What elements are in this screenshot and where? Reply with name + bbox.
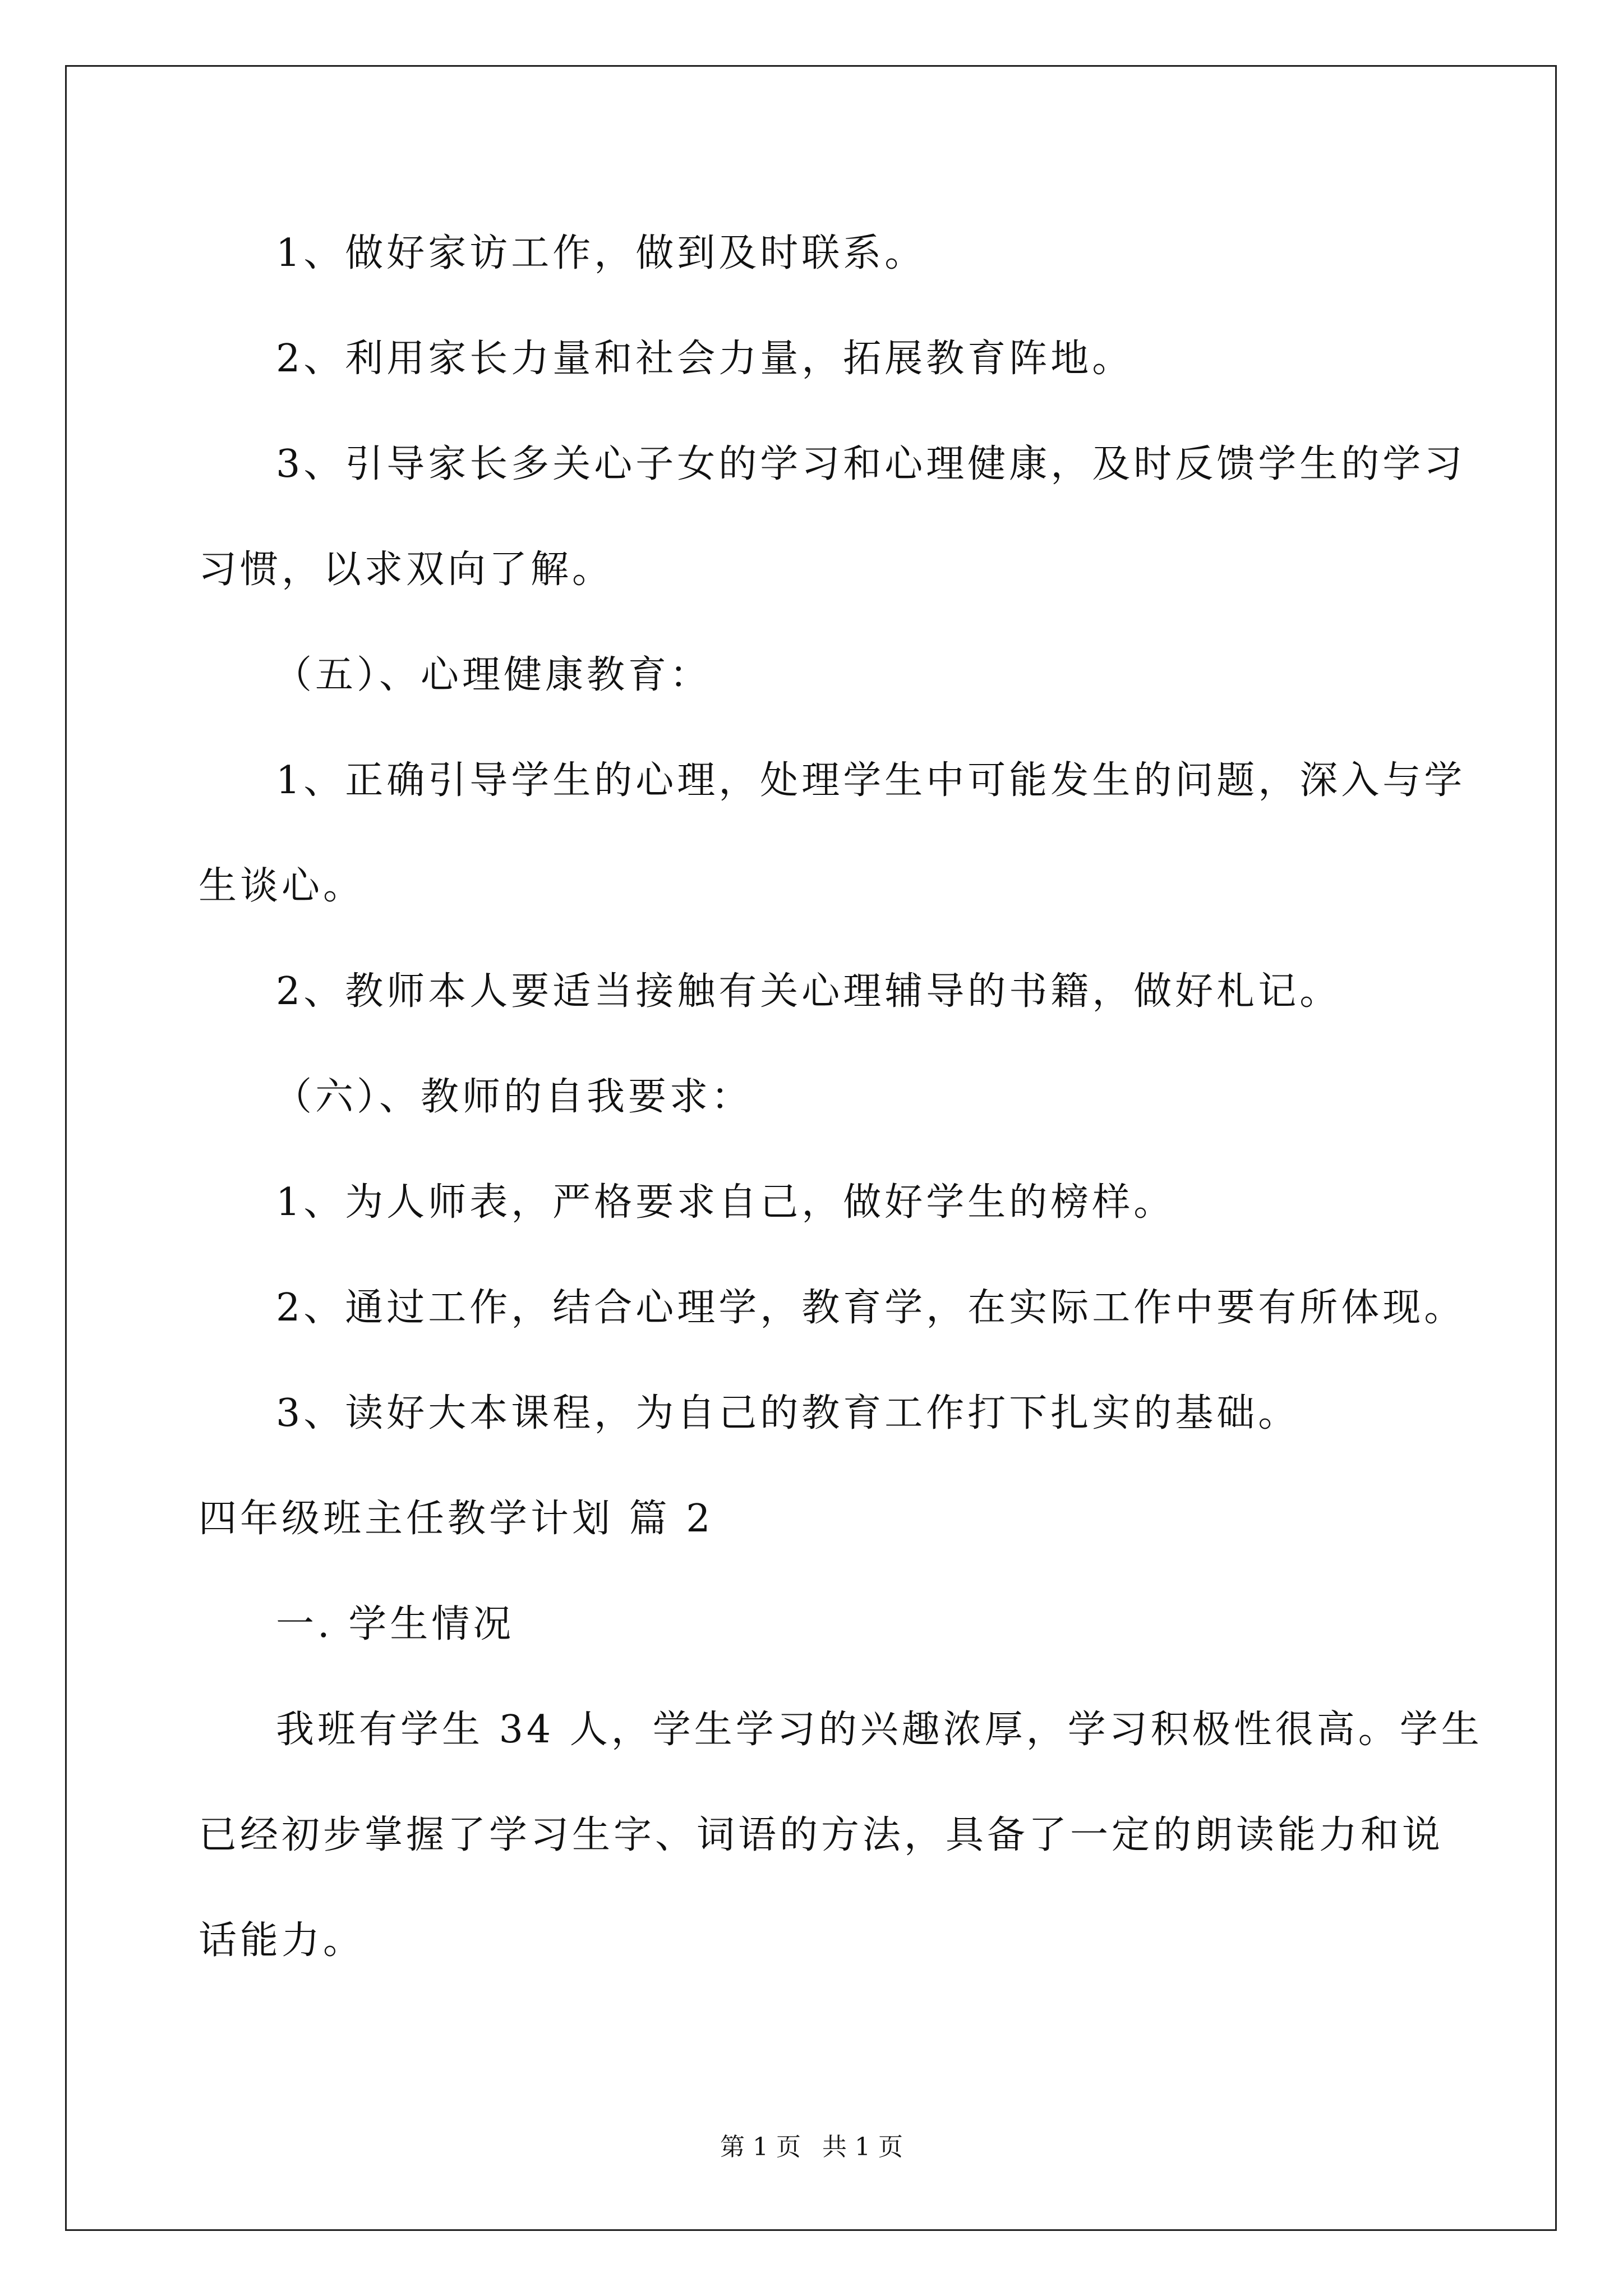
page-border <box>65 65 1557 2231</box>
section-heading: （五）、心理健康教育： <box>274 653 712 697</box>
paragraph-line: 2、教师本人要适当接触有关心理辅导的书籍，做好札记。 <box>276 969 1341 1014</box>
paragraph-line: 2、通过工作，结合心理学，教育学，在实际工作中要有所体现。 <box>276 1286 1466 1330</box>
section-heading: （六）、教师的自我要求： <box>274 1075 753 1119</box>
page-number: 第 1 页 <box>720 2133 801 2161</box>
paragraph-line: 1、做好家访工作，做到及时联系。 <box>276 231 926 275</box>
paragraph-line: 2、利用家长力量和社会力量，拓展教育阵地。 <box>276 337 1134 381</box>
page-footer <box>0 2135 1623 2160</box>
paragraph-line: 3、读好大本课程，为自己的教育工作打下扎实的基础。 <box>276 1391 1300 1435</box>
document-title: 四年级班主任教学计划 篇 2 <box>199 1497 714 1541</box>
section-heading: 一. 学生情况 <box>276 1602 515 1646</box>
paragraph-line: 话能力。 <box>199 1918 365 1963</box>
paragraph-line: 已经初步掌握了学习生字、词语的方法，具备了一定的朗读能力和说 <box>199 1813 1444 1857</box>
paragraph-line: 1、正确引导学生的心理，处理学生中可能发生的问题，深入与学 <box>276 758 1466 803</box>
paragraph-line: 1、为人师表，严格要求自己，做好学生的榜样。 <box>276 1180 1175 1225</box>
paragraph-line: 我班有学生 34 人，学生学习的兴趣浓厚，学习积极性很高。学生 <box>276 1708 1483 1752</box>
paragraph-line: 生谈心。 <box>199 864 365 908</box>
page-total: 共 1 页 <box>822 2133 903 2161</box>
paragraph-line: 习惯，以求双向了解。 <box>199 547 614 592</box>
paragraph-line: 3、引导家长多关心子女的学习和心理健康，及时反馈学生的学习 <box>276 442 1466 486</box>
